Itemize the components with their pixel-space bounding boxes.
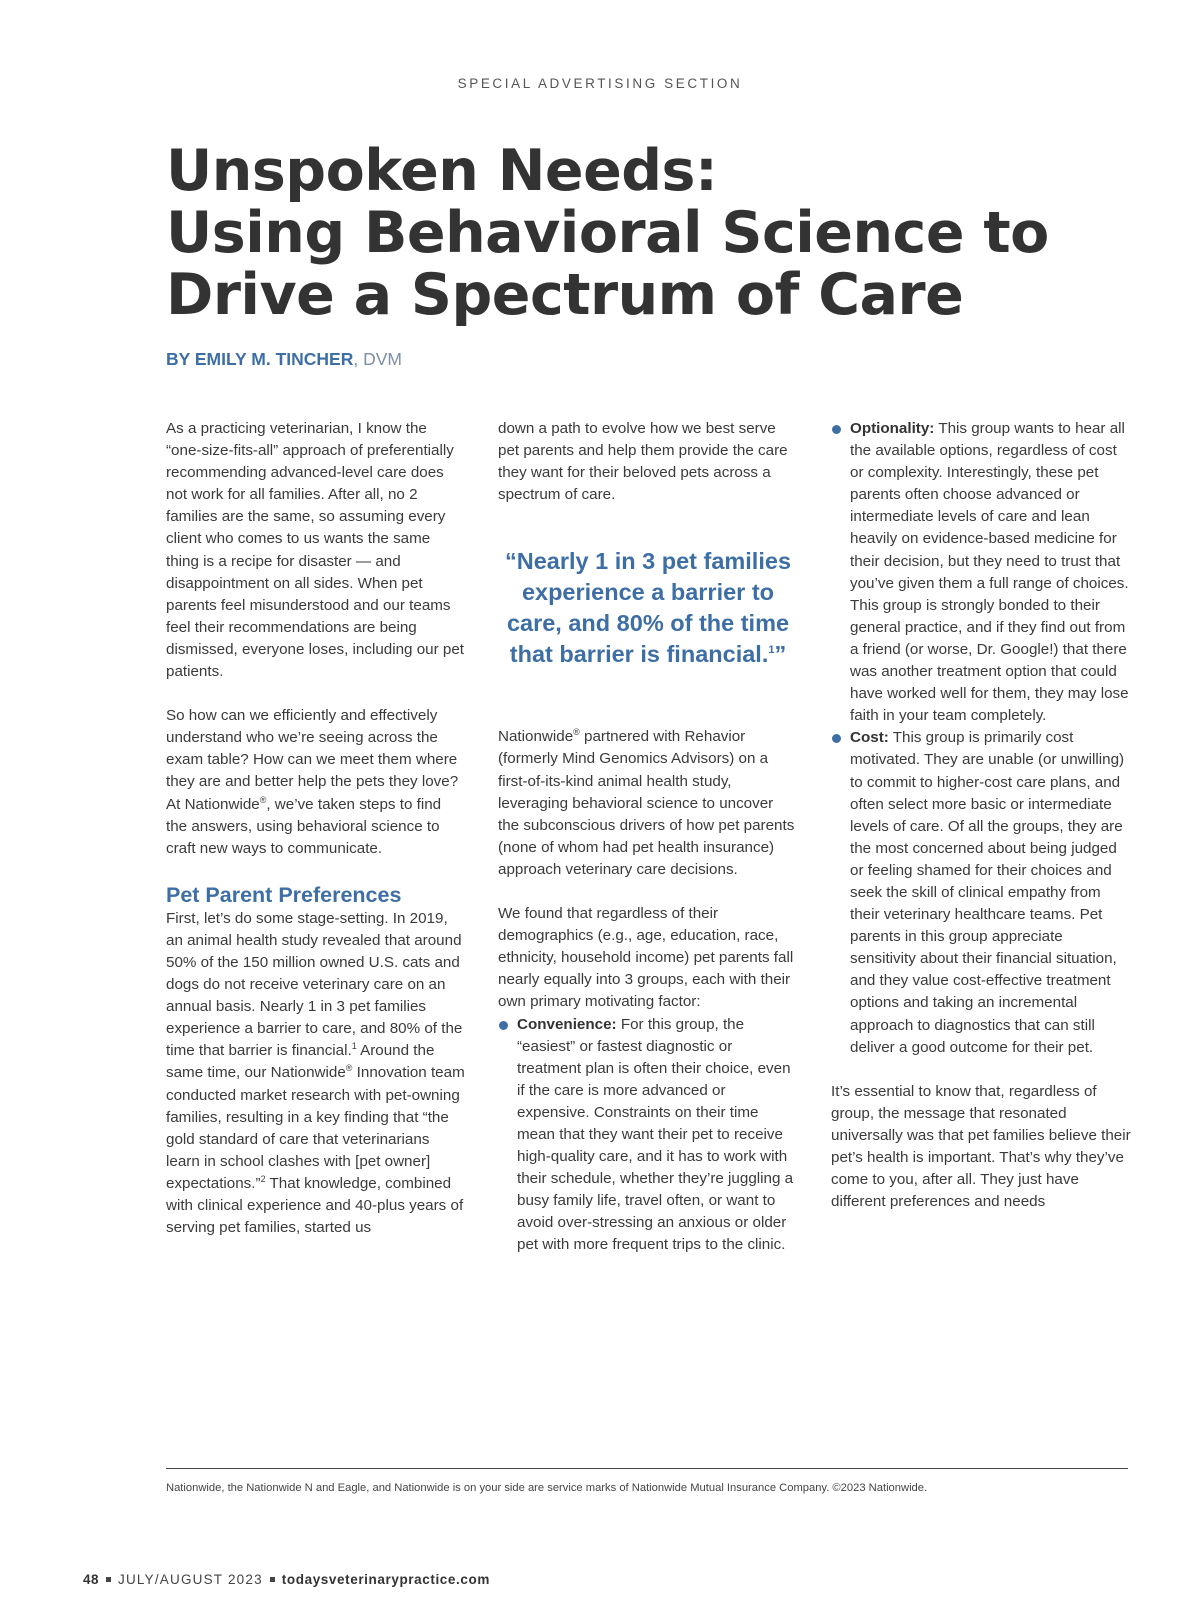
paragraph: As a practicing veterinarian, I know the “one-size-fits-all” approach of preferentially recommending advanced-level care does not work for all families. After all, no 2 families are the same, so assuming every client who comes to us wants the same thing is a recipe for disaster — and disappointment on all sides. When pet parents feel misunderstood and our teams feel their recommendations are being dismissed, everyone loses, including our pet patients. (166, 420, 465, 681)
bullet-list (831, 418, 1131, 1059)
trademark-notice: Nationwide, the Nationwide N and Eagle, and Nationwide is on your side are service marks of Nationwide Mutual Insurance Company. ©2023 Nationwide. (166, 1482, 928, 1494)
section-heading: Pet Parent Preferences (166, 882, 402, 907)
pull-quote: “Nearly 1 in 3 pet families experience a barrier to care, and 80% of the time that barrier is financial.$^1$” (504, 548, 792, 668)
list-item: Convenience: For this group, the “easiest” or fastest diagnostic or treatment plan is often their choice, even if the care is more advanced or expensive. Constraints on their time mean that they want their pet to receive high-quality care, and it has to work with their schedule, whether they’re juggling a busy family life, travel often, or want to avoid over-stressing an anxious or older pet with more frequent trips to the clinic. (498, 1014, 798, 1257)
title-line: Unspoken Needs: (166, 138, 718, 204)
website-link[interactable]: todaysveterinarypractice.com (281, 1572, 490, 1587)
page-footer (83, 1572, 490, 1587)
column-1 (166, 418, 466, 1239)
paragraph: We found that regardless of their demographics (e.g., age, education, race, ethnicity, household income) pet parents fall nearly equally into 3 groups, each with their own primary motivating factor: (498, 905, 794, 1011)
article-title (166, 140, 1146, 326)
author-name: BY EMILY M. TINCHER (166, 349, 354, 369)
paragraph: So how can we efficiently and effectively understand who we’re seeing across the exam table? How can we meet them where they are and better help the pets they love? At Nationwide®, we’ve taken steps to find the answers, using behavioral science to craft new ways to communicate. (166, 707, 459, 857)
bullet-dot-icon (499, 1021, 508, 1030)
paragraph: First, let’s do some stage-setting. In 2019, an animal health study revealed that around 50% of the 150 million owned U.S. cats and dogs do not receive veterinary care on an annual basis. Nearly 1 in 3 pet families experience a barrier to care, and 80% of the time that barrier is financial.$^1$ Around the same time, our Nationwide® Innovation team conducted market research with pet-owning families, resulting in a key finding that “the gold standard of care that veterinarians learn in school clashes with [pet owner] expectations.”$^2$ That knowledge, combined with clinical experience and 40-plus years of serving pet families, started us (166, 909, 465, 1237)
separator-square-icon (106, 1577, 111, 1582)
title-line: Using Behavioral Science to (166, 200, 1049, 266)
byline (166, 349, 402, 370)
bullet-dot-icon (832, 425, 841, 434)
section-label: SPECIAL ADVERTISING SECTION (457, 76, 743, 91)
divider (166, 1468, 1128, 1469)
bullet-dot-icon (832, 734, 841, 743)
paragraph: It’s essential to know that, regardless of group, the message that resonated universally was that pet families believe their pet’s health is important. That’s why they’ve come to you, after all. They just have different preferences and needs (831, 1082, 1131, 1211)
bullet-list (498, 1014, 798, 1257)
author-credential: , DVM (353, 349, 402, 369)
title-line: Drive a Spectrum of Care (166, 262, 964, 328)
list-item: Cost: This group is primarily cost motivated. They are unable (or unwilling) to commit to higher-cost care plans, and often select more basic or intermediate levels of care. Of all the groups, they are the most concerned about being judged or feeling shamed for their choices and seek the skill of clinical empathy from their veterinary healthcare teams. Pet parents in this group appreciate sensitivity about their financial situation, and they value cost-effective treatment options and taking an incremental approach to diagnostics that can still deliver a good outcome for their pet. (831, 727, 1131, 1058)
issue-date: JULY/AUGUST 2023 (118, 1572, 263, 1587)
paragraph: Nationwide® partnered with Rehavior (formerly Mind Genomics Advisors) on a first-of-its-kind animal health study, leveraging behavioral science to uncover the subconscious drivers of how pet parents (none of whom had pet health insurance) approach veterinary care decisions. (498, 727, 795, 878)
list-item: Optionality: This group wants to hear all the available options, regardless of cost or complexity. Interestingly, these pet parents often choose advanced or intermediate levels of care and lean heavily on evidence-based medicine for their decision, but they need to trust that you’ve given them a full range of choices. This group is strongly bonded to their general practice, and if they find out from a friend (or worse, Dr. Google!) that there was another treatment option that could have worked well for them, they may lose faith in your team completely. (831, 418, 1131, 727)
page-number: 48 (83, 1572, 100, 1587)
column-3 (831, 418, 1131, 1213)
column-2 (498, 418, 798, 1257)
paragraph: down a path to evolve how we best serve pet parents and help them provide the care they want for their beloved pets across a spectrum of care. (498, 420, 788, 504)
separator-square-icon (270, 1577, 275, 1582)
